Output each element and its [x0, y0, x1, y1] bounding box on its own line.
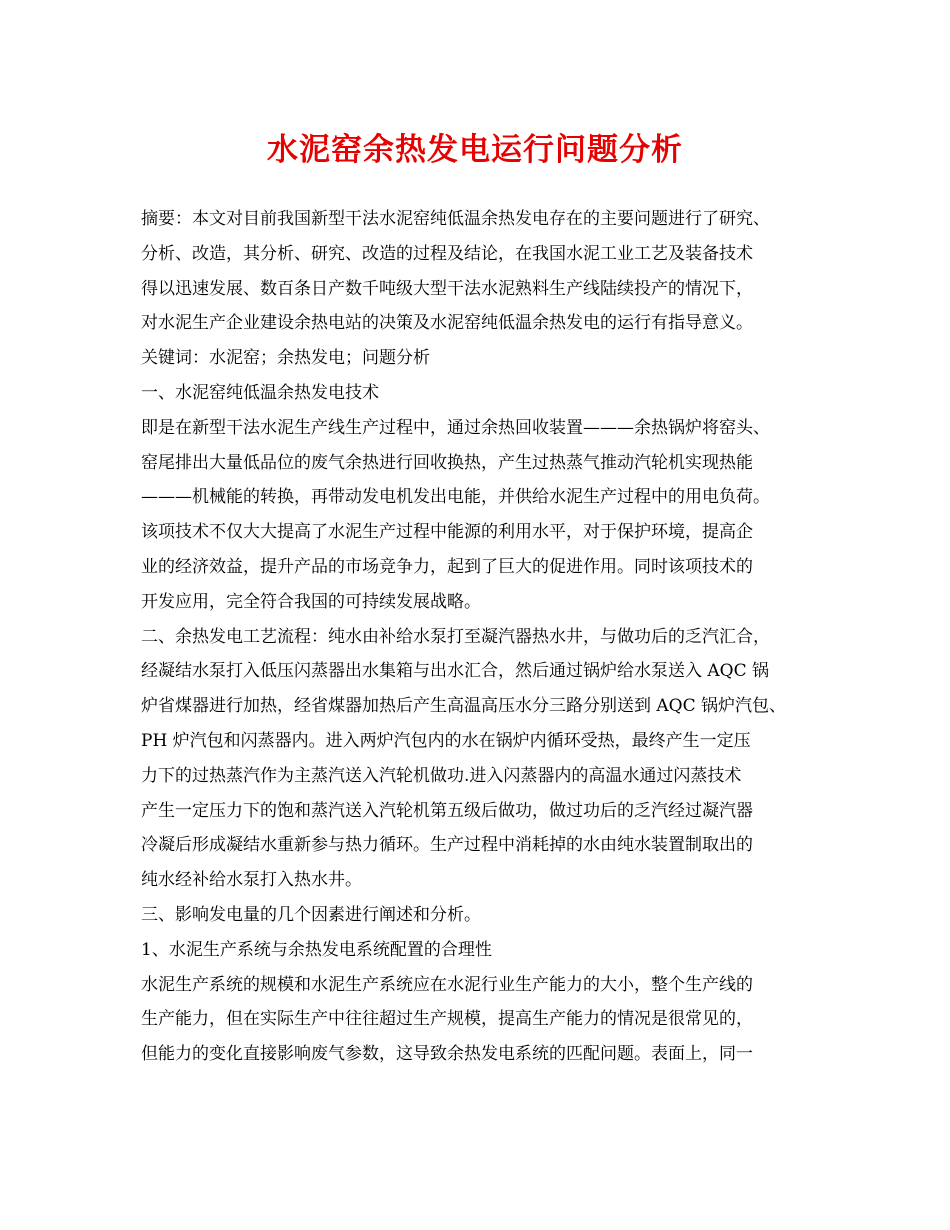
document-body	[141, 202, 841, 1072]
section-heading: 三、影响发电量的几个因素进行阐述和分析。	[141, 904, 481, 925]
text-line: 摘要：本文对目前我国新型干法水泥窑纯低温余热发电存在的主要问题进行了研究、	[141, 209, 770, 229]
text-line: 产生一定压力下的饱和蒸汽送入汽轮机第五级后做功，做过功后的乏汽经过凝汽器	[141, 800, 753, 821]
text-line: 冷凝后形成凝结水重新参与热力循环。生产过程中消耗掉的水由纯水装置制取出的	[141, 835, 753, 856]
text-line: 该项技术不仅大大提高了水泥生产过程中能源的利用水平，对于保护环境，提高企	[141, 522, 753, 543]
text-line: 但能力的变化直接影响废气参数，这导致余热发电系统的匹配问题。表面上，同一	[141, 1044, 753, 1065]
document-title: 水泥窑余热发电运行问题分析	[267, 132, 683, 168]
text-line: 对水泥生产企业建设余热电站的决策及水泥窑纯低温余热发电的运行有指导意义。	[141, 313, 753, 334]
text-line: 开发应用，完全符合我国的可持续发展战略。	[141, 591, 481, 612]
subsection-heading: 1、水泥生产系统与余热发电系统配置的合理性	[141, 939, 492, 960]
section-heading: 二、余热发电工艺流程：纯水由补给水泵打至凝汽器热水井，与做功后的乏汽汇合，	[141, 626, 770, 647]
text-line: 分析、改造，其分析、研究、改造的过程及结论，在我国水泥工业工艺及装备技术	[141, 243, 753, 264]
section-heading: 一、水泥窑纯低温余热发电技术	[141, 382, 379, 403]
text-line: ———机械能的转换，再带动发电机发出电能，并供给水泥生产过程中的用电负荷。	[141, 487, 770, 508]
text-line: 关键词：水泥窑；余热发电；问题分析	[141, 348, 430, 369]
text-line: 经凝结水泵打入低压闪蒸器出水集箱与出水汇合，然后通过锅炉给水泵送入 AQC 锅	[141, 661, 770, 682]
text-line: 力下的过热蒸汽作为主蒸汽送入汽轮机做功.进入闪蒸器内的高温水通过闪蒸技术	[141, 765, 742, 786]
text-line: 即是在新型干法水泥生产线生产过程中，通过余热回收装置———余热锅炉将窑头、	[141, 417, 770, 438]
text-line: 水泥生产系统的规模和水泥生产系统应在水泥行业生产能力的大小，整个生产线的	[141, 974, 753, 995]
text-line: PH 炉汽包和闪蒸器内。进入两炉汽包内的水在锅炉内循环受热，最终产生一定压	[141, 730, 751, 751]
text-line: 得以迅速发展、数百条日产数千吨级大型干法水泥熟料生产线陆续投产的情况下，	[141, 278, 753, 299]
text-line: 纯水经补给水泵打入热水井。	[141, 870, 362, 891]
text-line: 炉省煤器进行加热，经省煤器加热后产生高温高压水分三路分别送到 AQC 锅炉汽包、	[141, 696, 787, 717]
text-line: 生产能力，但在实际生产中往往超过生产规模，提高生产能力的情况是很常见的，	[141, 1009, 753, 1030]
text-line: 业的经济效益，提升产品的市场竞争力，起到了巨大的促进作用。同时该项技术的	[141, 556, 753, 577]
text-line: 窑尾排出大量低品位的废气余热进行回收换热，产生过热蒸气推动汽轮机实现热能	[141, 452, 753, 473]
